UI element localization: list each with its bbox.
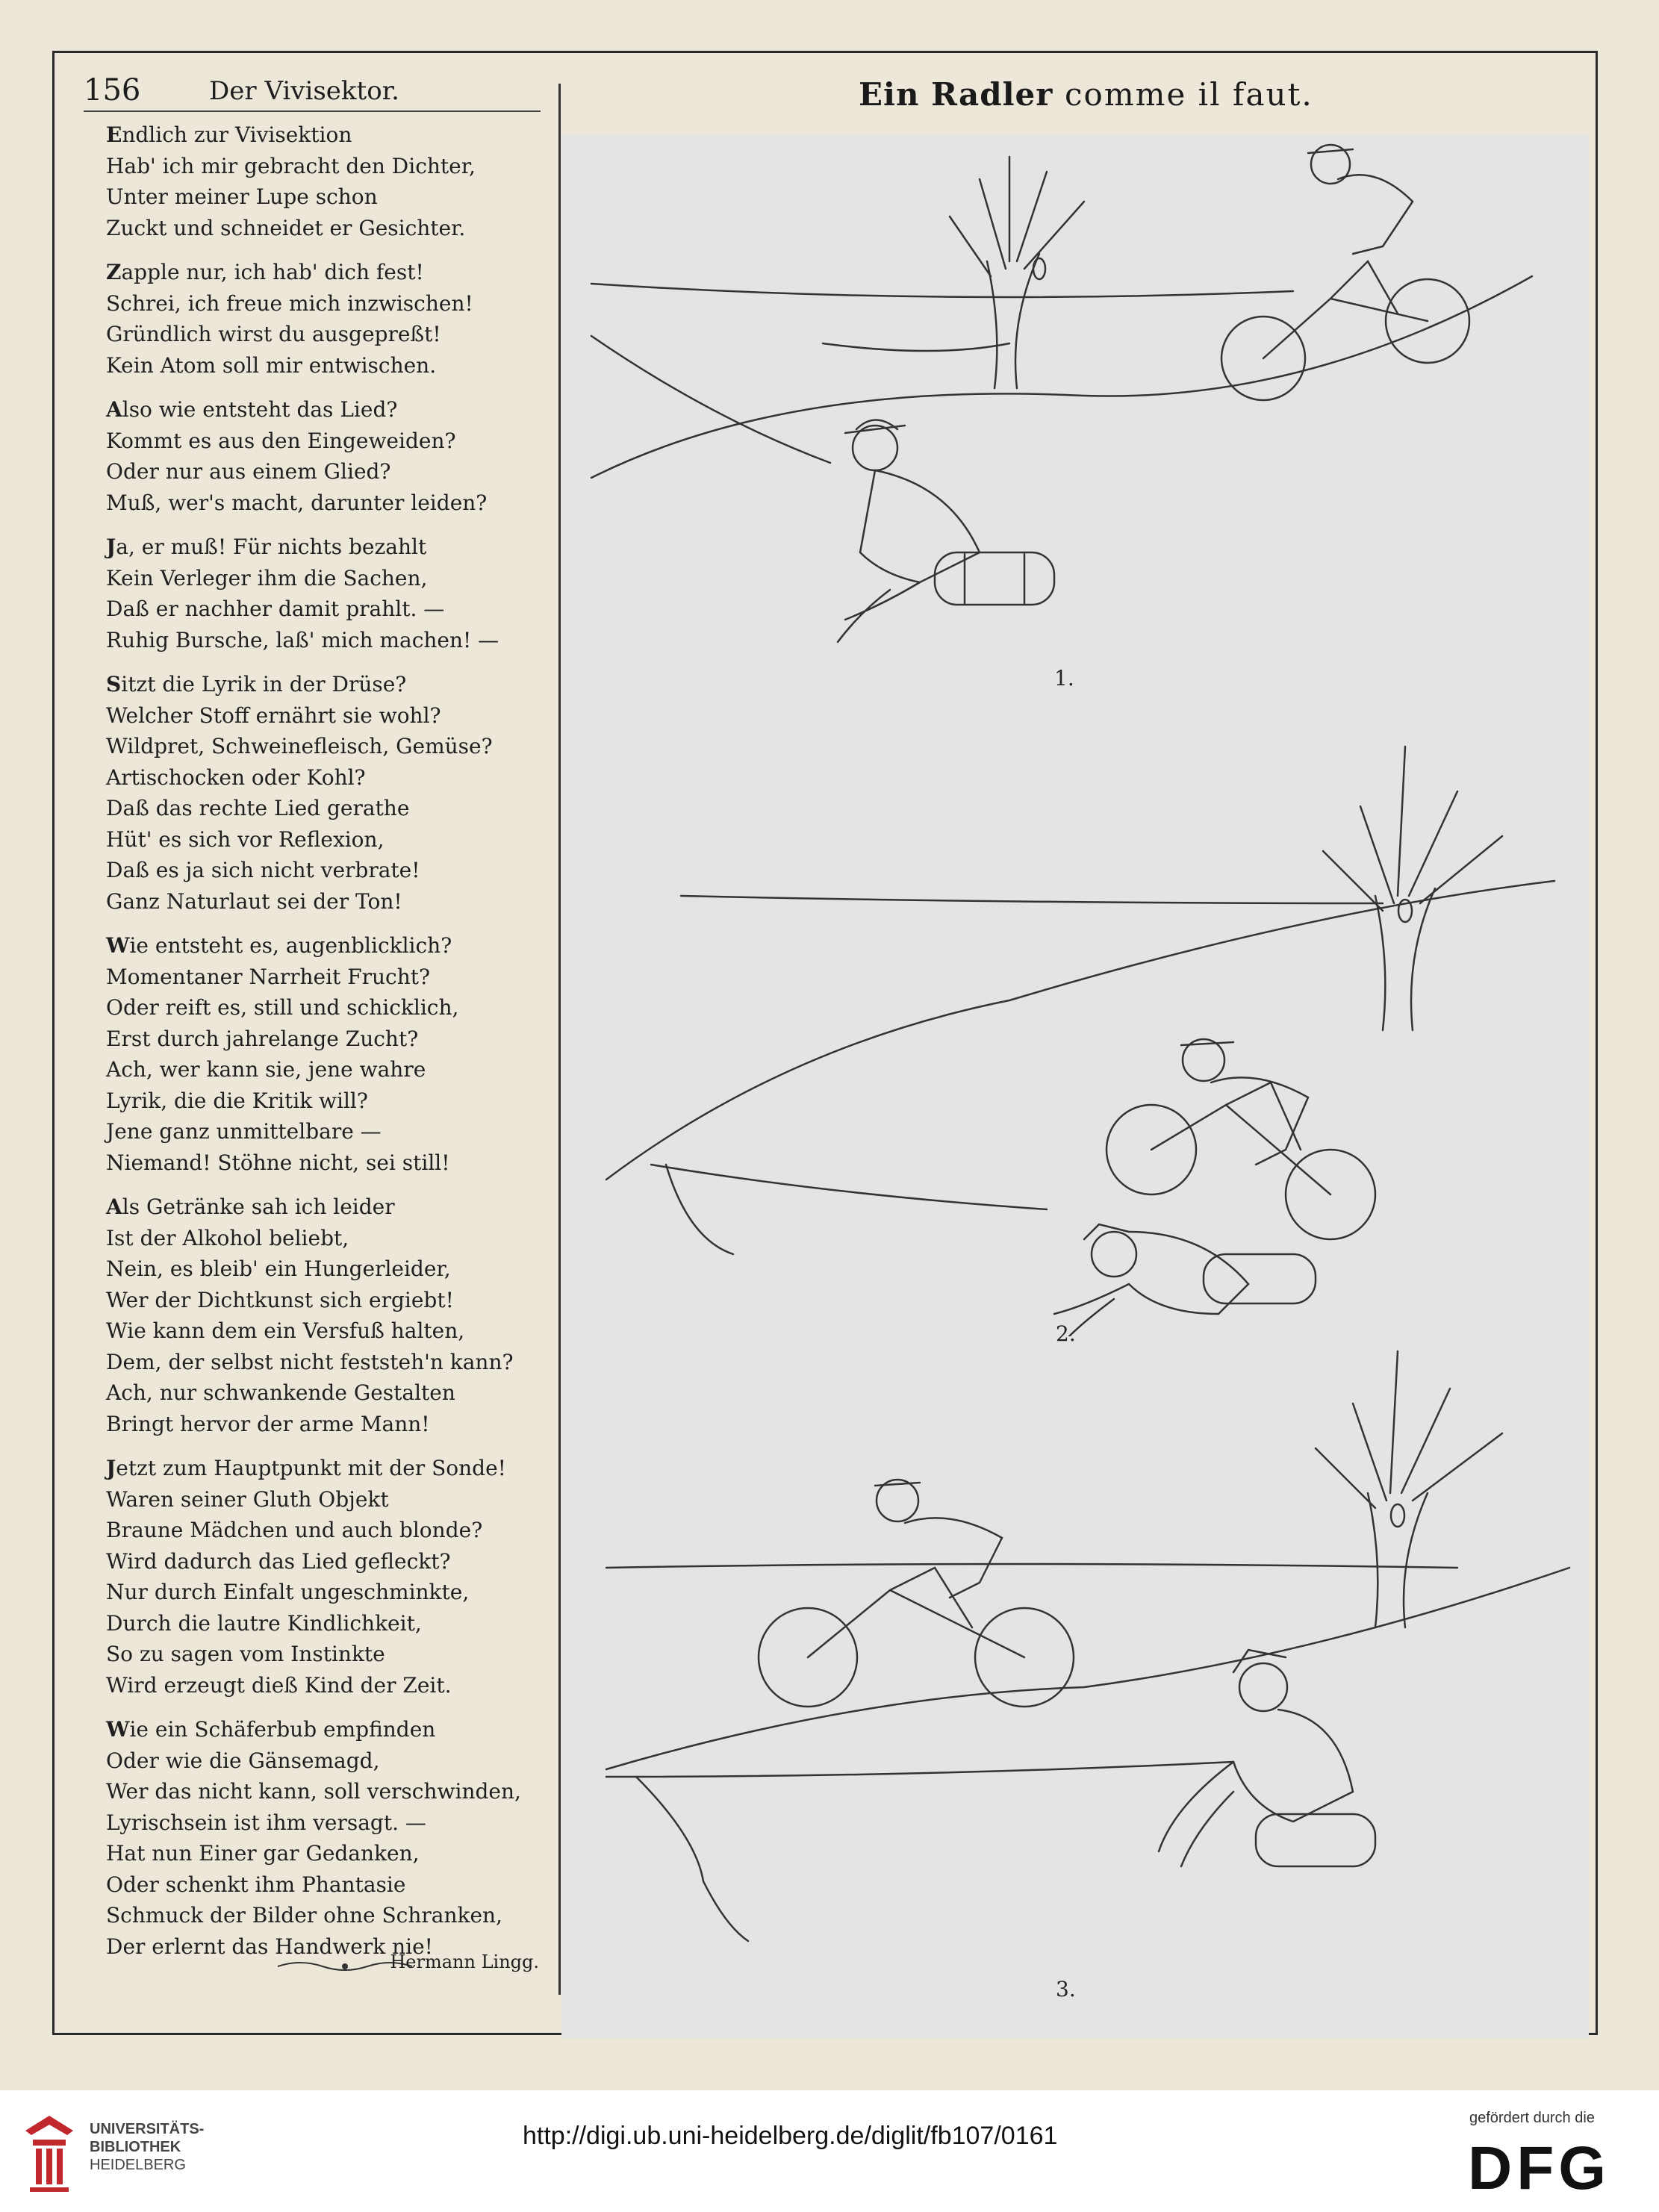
poem-line: Hat nun Einer gar Gedanken, — [106, 1841, 420, 1866]
comic-panel-2-illustration — [561, 717, 1589, 1336]
poem-body — [106, 119, 547, 1975]
poem-line: Jetzt zum Hauptpunkt mit der Sonde! — [106, 1456, 506, 1480]
poem-line: Dem, der selbst nicht feststeh'n kann? — [106, 1349, 514, 1374]
poem-stanza — [106, 532, 547, 655]
poem-line: Als Getränke sah ich leider — [106, 1194, 395, 1219]
poem-line: Zuckt und schneidet er Gesichter. — [106, 215, 466, 240]
poem-line: Jene ganz unmittelbare — — [106, 1119, 382, 1144]
poem-line: Schmuck der Bilder ohne Schranken, — [106, 1903, 502, 1928]
comic-panel-3-illustration — [561, 1344, 1589, 2016]
poem-stanza — [106, 394, 547, 518]
poem-line: Wer das nicht kann, soll verschwinden, — [106, 1779, 521, 1804]
poem-line: Niemand! Stöhne nicht, sei still! — [106, 1150, 450, 1175]
funded-by-label: gefördert durch die — [1469, 2110, 1595, 2126]
poem-line: Der erlernt das Handwerk nie! — [106, 1934, 433, 1959]
poem-line: Endlich zur Vivisektion — [106, 122, 352, 147]
poem-line: Ganz Naturlaut sei der Ton! — [106, 888, 402, 914]
poem-line: Waren seiner Gluth Objekt — [106, 1486, 389, 1512]
poem-line: Wird erzeugt dieß Kind der Zeit. — [106, 1672, 452, 1698]
poem-line: So zu sagen vom Instinkte — [106, 1642, 385, 1666]
poem-line: Hüt' es sich vor Reflexion, — [106, 826, 385, 852]
poem-line: Momentaner Narrheit Frucht? — [106, 964, 431, 989]
poem-stanza — [106, 119, 547, 243]
poem-line: Durch die lautre Kindlichkeit, — [106, 1610, 422, 1636]
poem-line: Muß, wer's macht, darunter leiden? — [106, 490, 488, 515]
poem-stanza — [106, 1714, 547, 1962]
page-number: 156 — [84, 73, 141, 108]
poem-line: Hab' ich mir gebracht den Dichter, — [106, 153, 476, 178]
header-rule — [84, 110, 541, 112]
poem-line: Kein Atom soll mir entwischen. — [106, 352, 437, 378]
poem-line: Oder reift es, still und schicklich, — [106, 995, 459, 1020]
poem-line: Ach, wer kann sie, jene wahre — [106, 1057, 426, 1082]
poem-line: Kommt es aus den Eingeweiden? — [106, 428, 456, 453]
poem-line: Gründlich wirst du ausgepreßt! — [106, 322, 441, 346]
poem-line: Wie entsteht es, augenblicklich? — [106, 933, 452, 958]
dfg-logo: DFG — [1468, 2134, 1611, 2202]
poem-line: Wildpret, Schweinefleisch, Gemüse? — [106, 734, 493, 758]
poem-line: Daß er nachher damit prahlt. — — [106, 596, 445, 621]
poem-line: Oder nur aus einem Glied? — [106, 459, 391, 484]
poem-line: Ach, nur schwankende Gestalten — [106, 1380, 455, 1405]
university-library-logo-icon — [22, 2113, 76, 2195]
poem-line: Also wie entsteht das Lied? — [106, 397, 398, 422]
poem-line: Daß es ja sich nicht verbrate! — [106, 858, 420, 882]
poem-stanza — [106, 1191, 547, 1439]
poem-line: Oder wie die Gänsemagd, — [106, 1748, 380, 1773]
poem-line: Ruhig Bursche, laß' mich machen! — — [106, 627, 499, 652]
poem-line: Nein, es bleib' ein Hungerleider, — [106, 1256, 451, 1281]
poem-stanza — [106, 1453, 547, 1701]
comic-title — [859, 76, 1313, 113]
poem-line: Ist der Alkohol beliebt, — [106, 1225, 349, 1250]
poem-line: Wird dadurch das Lied gefleckt? — [106, 1548, 451, 1574]
poem-line: Artischocken oder Kohl? — [106, 764, 366, 790]
poem-line: Bringt hervor der arme Mann! — [106, 1411, 430, 1436]
poem-line: Wie kann dem ein Versfuß halten, — [106, 1318, 465, 1343]
comic-panel-1-illustration — [561, 134, 1589, 732]
poem-line: Wie ein Schäferbub empfinden — [106, 1717, 436, 1742]
column-divider — [558, 84, 561, 1995]
poem-line: Wer der Dichtkunst sich ergiebt! — [106, 1287, 454, 1312]
poem-line: Daß das rechte Lied gerathe — [106, 796, 410, 820]
poem-line: Kein Verleger ihm die Sachen, — [106, 565, 428, 591]
poem-line: Lyrischsein ist ihm versagt. — — [106, 1810, 426, 1835]
poem-line: Oder schenkt ihm Phantasie — [106, 1872, 406, 1897]
poem-stanza — [106, 930, 547, 1178]
panel-2-label: 2. — [1056, 1321, 1076, 1346]
poem-line: Lyrik, die die Kritik will? — [106, 1088, 368, 1113]
panel-3-label: 3. — [1056, 1977, 1076, 2001]
university-library-name — [90, 2120, 204, 2174]
comic-title-sub: comme il faut. — [1065, 76, 1313, 113]
poem-stanza — [106, 669, 547, 917]
poem-line: Sitzt die Lyrik in der Drüse? — [106, 672, 407, 697]
comic-title-main: Ein Radler — [859, 76, 1053, 113]
panel-1-label: 1. — [1054, 666, 1074, 691]
poem-line: Braune Mädchen und auch blonde? — [106, 1518, 483, 1542]
poem-stanza — [106, 257, 547, 381]
poem-author: Hermann Lingg. — [390, 1951, 539, 1972]
poem-line: Welcher Stoff ernährt sie wohl? — [106, 702, 441, 728]
poem-title: Der Vivisektor. — [209, 76, 399, 106]
comic-panels — [561, 134, 1589, 2038]
library-line-2: BIBLIOTHEK — [90, 2139, 181, 2155]
digitization-footer — [0, 2090, 1659, 2212]
permalink-url[interactable]: http://digi.ub.uni-heidelberg.de/diglit/fb107/0161 — [523, 2122, 1058, 2150]
poem-signature — [106, 1951, 547, 1981]
library-line-1: UNIVERSITÄTS- — [90, 2121, 205, 2137]
poem-line: Nur durch Einfalt ungeschminkte, — [106, 1580, 470, 1604]
poem-line: Unter meiner Lupe schon — [106, 184, 378, 209]
poem-line: Zapple nur, ich hab' dich fest! — [106, 260, 424, 284]
poem-line: Schrei, ich freue mich inzwischen! — [106, 290, 473, 316]
poem-line: Erst durch jahrelange Zucht? — [106, 1026, 419, 1051]
poem-line: Ja, er muß! Für nichts bezahlt — [106, 535, 427, 559]
library-line-3: HEIDELBERG — [90, 2157, 186, 2173]
